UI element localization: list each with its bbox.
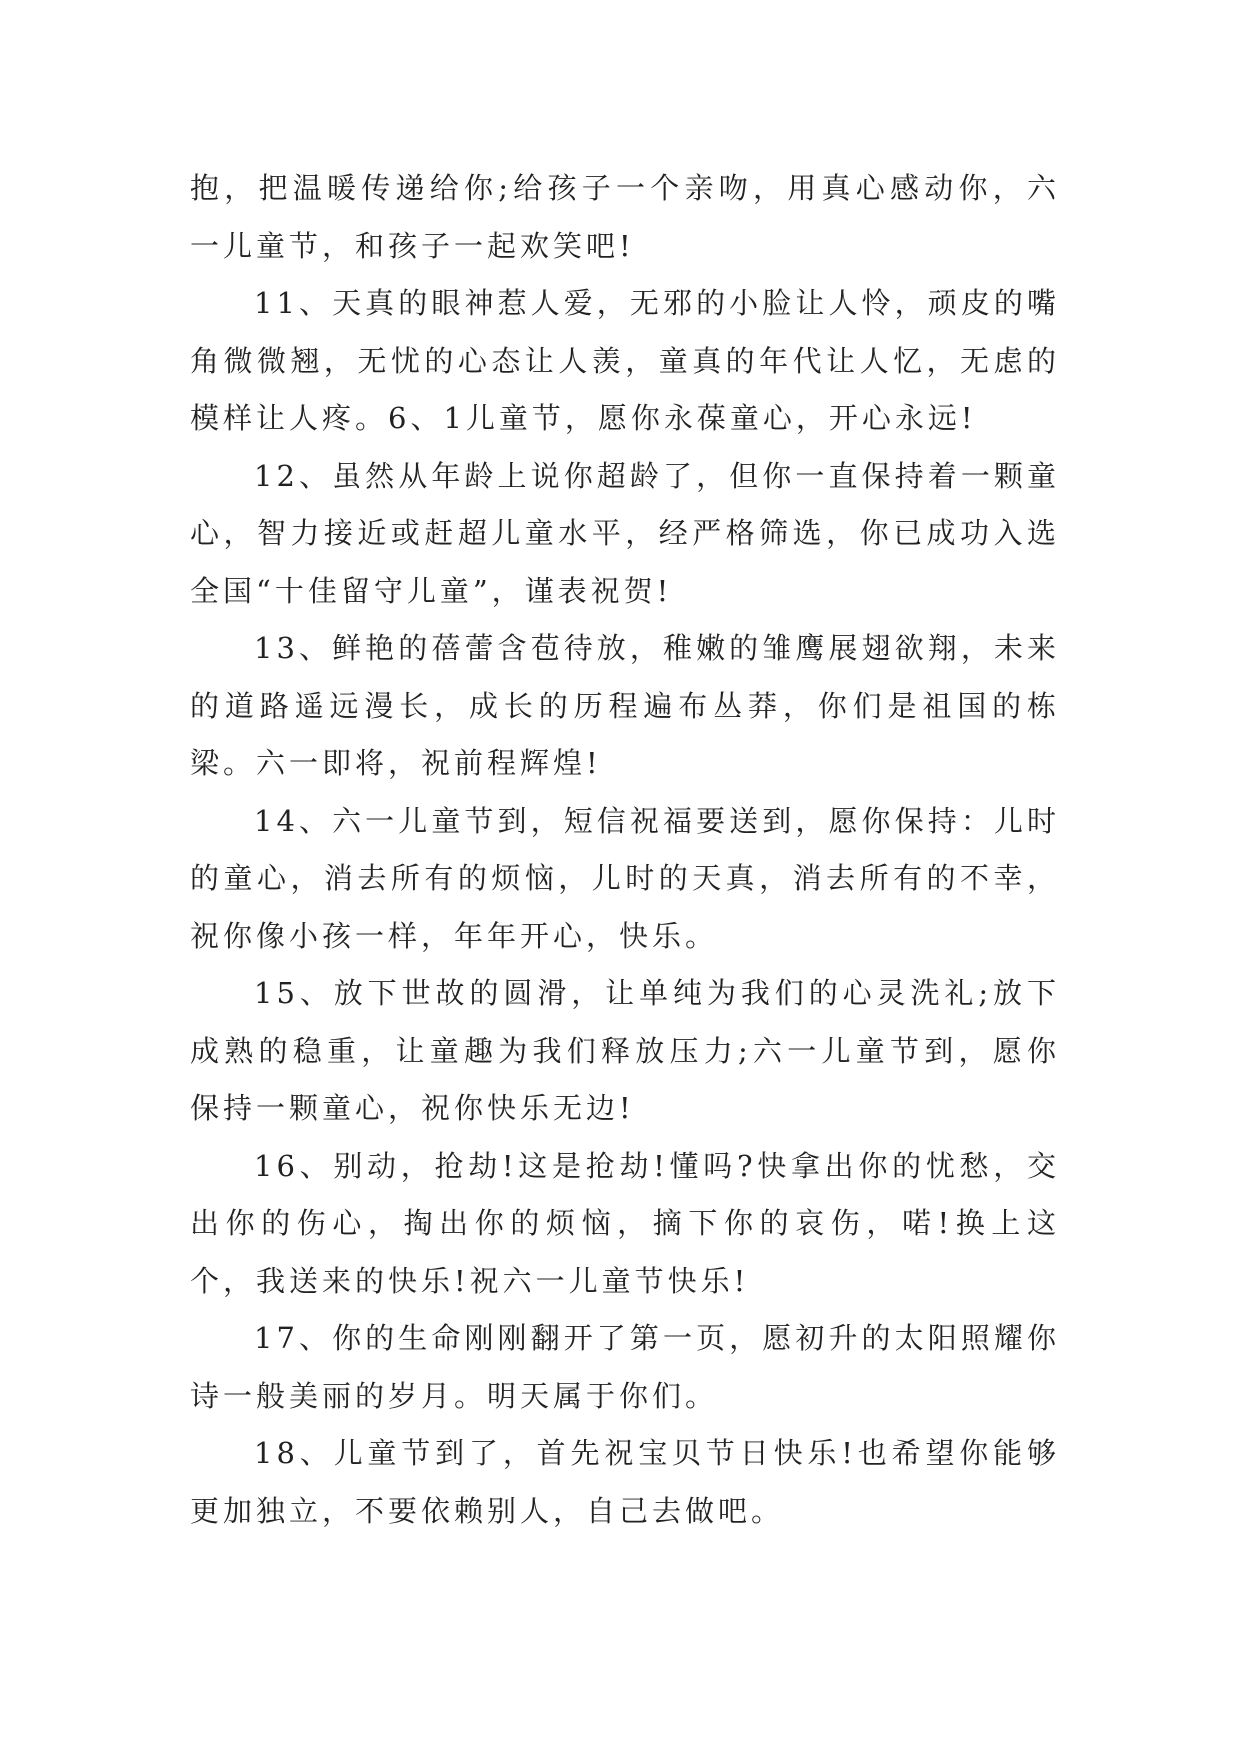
- paragraph-12: 12、虽然从年龄上说你超龄了，但你一直保持着一颗童心，智力接近或赶超儿童水平，经严格筛选，你已成功入选全国“十佳留守儿童”，谨表祝贺!: [190, 458, 1060, 608]
- paragraph-11: 11、天真的眼神惹人爱，无邪的小脸让人怜，顽皮的嘴角微微翘，无忧的心态让人羡，童真的年代让人忆，无虑的模样让人疼。6、1儿童节，愿你永葆童心，开心永远!: [190, 286, 1060, 435]
- paragraph-18: 18、儿童节到了，首先祝宝贝节日快乐!也希望你能够更加独立，不要依赖别人，自己去做吧。: [190, 1436, 1060, 1528]
- paragraph-13: 13、鲜艳的蓓蕾含苞待放，稚嫩的雏鹰展翅欲翔，未来的道路遥远漫长，成长的历程遍布丛莽，你们是祖国的栋梁。六一即将，祝前程辉煌!: [190, 631, 1060, 780]
- paragraph-15: 15、放下世故的圆滑，让单纯为我们的心灵洗礼;放下成熟的稳重，让童趣为我们释放压力;六一儿童节到，愿你保持一颗童心，祝你快乐无边!: [190, 976, 1060, 1125]
- paragraph-continuation: 抱，把温暖传递给你;给孩子一个亲吻，用真心感动你，六一儿童节，和孩子一起欢笑吧!: [190, 171, 1060, 263]
- paragraph-16: 16、别动，抢劫!这是抢劫!懂吗?快拿出你的忧愁，交出你的伤心，掏出你的烦恼，摘下你的哀伤，喏!换上这个，我送来的快乐!祝六一儿童节快乐!: [190, 1148, 1060, 1298]
- document-body: [190, 160, 1060, 1540]
- paragraph-17: 17、你的生命刚刚翻开了第一页，愿初升的太阳照耀你诗一般美丽的岁月。明天属于你们。: [190, 1321, 1060, 1413]
- paragraph-14: 14、六一儿童节到，短信祝福要送到，愿你保持：儿时的童心，消去所有的烦恼，儿时的天真，消去所有的不幸，祝你像小孩一样，年年开心，快乐。: [190, 803, 1060, 953]
